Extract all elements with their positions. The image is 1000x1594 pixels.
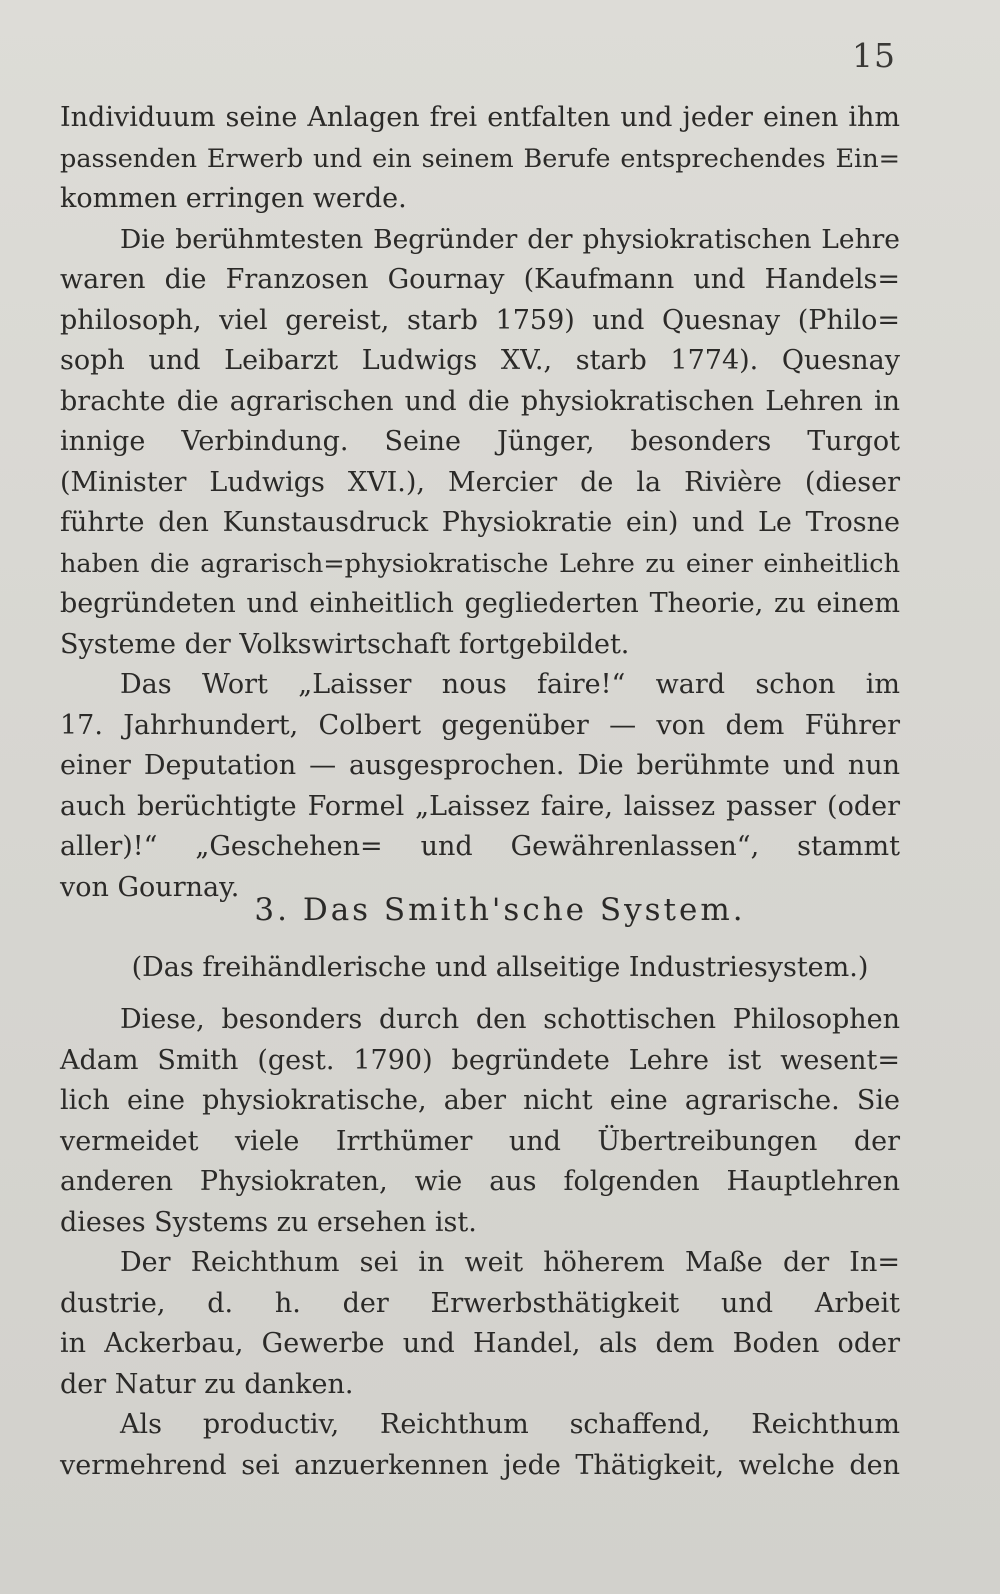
- text-line: begründeten und einheitlich gegliederten Theorie, zu einem: [60, 588, 900, 619]
- text-line: lich eine physiokratische, aber nicht eine agrarische. Sie: [60, 1085, 900, 1116]
- text-line: einer Deputation — ausgesprochen. Die berühmte und nun: [60, 750, 900, 781]
- text-line: aller)!“ „Geschehen= und Gewährenlassen“, stammt: [60, 831, 900, 862]
- text-line: Diese, besonders durch den schottischen Philosophen: [120, 1004, 900, 1035]
- text-line: führte den Kunstausdruck Physiokratie ein) und Le Trosne: [60, 507, 900, 538]
- text-line: waren die Franzosen Gournay (Kaufmann und Handels=: [60, 264, 900, 295]
- text-line: dieses Systems zu ersehen ist.: [60, 1206, 477, 1238]
- body-text-lower: [60, 1000, 900, 1486]
- text-line: 17. Jahrhundert, Colbert gegenüber — von dem Führer: [60, 709, 900, 741]
- text-line: Die berühmtesten Begründer der physiokratischen Lehre: [120, 223, 900, 255]
- page-number: 15: [852, 36, 896, 75]
- text-line: Adam Smith (gest. 1790) begründete Lehre ist wesent=: [60, 1044, 900, 1076]
- text-line: dustrie, d. h. der Erwerbsthätigkeit und Arbeit: [60, 1287, 900, 1319]
- section-subheading: (Das freihändlerische und allseitige Industriesystem.): [131, 952, 869, 983]
- text-line: auch berüchtigte Formel „Laissez faire, laissez passer (oder: [60, 790, 900, 822]
- text-line: Das Wort „Laisser nous faire!“ ward schon im: [120, 669, 900, 700]
- text-line: von Gournay.: [60, 871, 240, 903]
- body-text-upper: [60, 98, 900, 908]
- section-heading: 3. Das Smith'sche System.: [254, 892, 746, 928]
- text-line: soph und Leibarzt Ludwigs XV., starb 1774). Quesnay: [60, 345, 900, 376]
- text-line: kommen erringen werde.: [60, 183, 407, 214]
- text-line: philosoph, viel gereist, starb 1759) und Quesnay (Philo=: [60, 304, 900, 336]
- text-line: haben die agrarisch=physiokratische Lehre zu einer einheitlich: [60, 548, 900, 579]
- text-line: passenden Erwerb und ein seinem Berufe entsprechendes Ein=: [60, 143, 900, 174]
- text-line: Systeme der Volkswirtschaft fortgebildet.: [60, 628, 630, 660]
- text-line: vermehrend sei anzuerkennen jede Thätigkeit, welche den: [60, 1449, 900, 1481]
- text-line: (Minister Ludwigs XVI.), Mercier de la Rivière (dieser: [60, 466, 900, 498]
- text-line: Individuum seine Anlagen frei entfalten und jeder einen ihm: [60, 102, 900, 133]
- text-line: brachte die agrarischen und die physiokratischen Lehren in: [60, 385, 900, 417]
- text-line: der Natur zu danken.: [60, 1368, 354, 1400]
- text-line: innige Verbindung. Seine Jünger, besonders Turgot: [60, 426, 900, 457]
- text-line: Als productiv, Reichthum schaffend, Reichthum: [120, 1409, 900, 1440]
- text-line: in Ackerbau, Gewerbe und Handel, als dem Boden oder: [60, 1328, 900, 1359]
- text-line: vermeidet viele Irrthümer und Übertreibungen der: [60, 1125, 900, 1157]
- text-line: anderen Physiokraten, wie aus folgenden Hauptlehren: [60, 1166, 900, 1197]
- text-line: Der Reichthum sei in weit höherem Maße der In=: [120, 1247, 900, 1278]
